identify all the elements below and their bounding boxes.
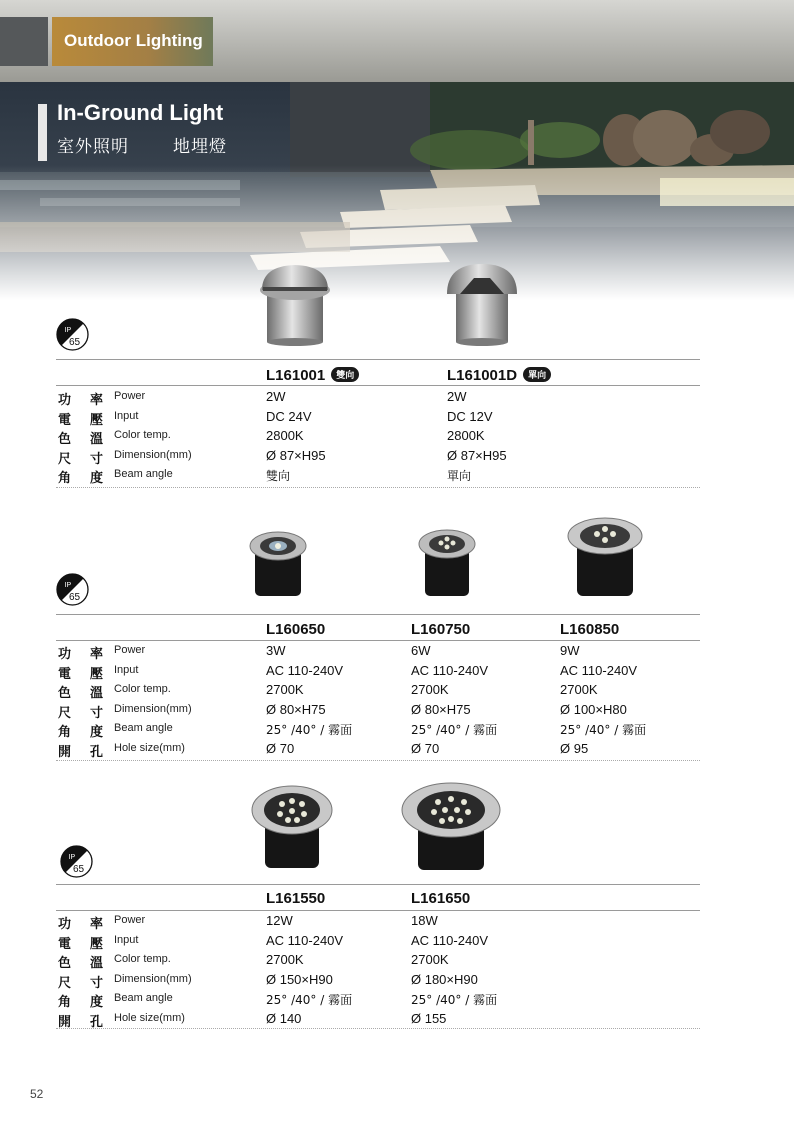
product-image-l160750 (417, 526, 477, 600)
spec-label-power-zh1: 功 (58, 393, 72, 408)
spec-label-hole-zh2: 孔 (90, 745, 104, 760)
ip-rating: 65 (69, 337, 81, 348)
spec-label-power-zh2: 率 (90, 393, 104, 408)
spec-label-color-zh2: 溫 (90, 432, 104, 447)
spec-value-power: 2W (266, 389, 286, 404)
spec-label-color-zh1: 色 (58, 956, 72, 971)
model-l160850: L160850 (560, 621, 620, 638)
spec-label-input-en: Input (114, 934, 139, 946)
spec-value-beam: 單向 (447, 469, 472, 483)
spec-value-color: 2700K (266, 952, 304, 967)
direction-badge: 單向 (523, 367, 551, 382)
spec-value-beam: 25° /40° / 霧面 (411, 723, 498, 737)
spec-value-power: 12W (266, 913, 293, 928)
spec-label-dim-en: Dimension(mm) (114, 703, 192, 715)
model-l161650: L161650 (411, 890, 471, 907)
model-name: L161001 (266, 367, 326, 384)
spec-value-power: 9W (560, 643, 580, 658)
spec-label-input-zh2: 壓 (90, 667, 104, 682)
section-1-top-rule (56, 359, 700, 360)
page-subtitle-zh-2: 地埋燈 (173, 137, 227, 157)
spec-label-beam-zh1: 角 (58, 471, 72, 486)
spec-label-power-zh2: 率 (90, 647, 104, 662)
spec-value-input: DC 12V (447, 409, 493, 424)
section-2-header-rule (56, 640, 700, 641)
spec-value-dim: Ø 150×H90 (266, 972, 333, 987)
spec-label-dim-zh2: 寸 (90, 976, 104, 991)
ip-label: IP (64, 582, 72, 589)
category-tab: Outdoor Lighting (52, 17, 213, 66)
spec-label-hole-en: Hole size(mm) (114, 742, 185, 754)
spec-value-dim: Ø 80×H75 (411, 702, 471, 717)
spec-value-color: 2800K (447, 428, 485, 443)
spec-label-dim-zh2: 寸 (90, 452, 104, 467)
product-image-l161650 (400, 782, 502, 872)
spec-value-power: 2W (447, 389, 467, 404)
spec-label-dim-zh2: 寸 (90, 706, 104, 721)
spec-label-power-en: Power (114, 644, 146, 656)
spec-value-input: AC 110-240V (266, 933, 344, 948)
spec-label-power-en: Power (114, 390, 146, 402)
page-title: In-Ground Light (57, 100, 224, 125)
spec-label-beam-en: Beam angle (114, 722, 173, 734)
direction-badge: 雙向 (331, 367, 359, 382)
spec-label-color-zh2: 溫 (90, 686, 104, 701)
spec-value-beam: 25° /40° / 霧面 (266, 993, 353, 1007)
spec-label-hole-en: Hole size(mm) (114, 1012, 185, 1024)
spec-label-beam-zh1: 角 (58, 995, 72, 1010)
ip-rating: 65 (73, 864, 85, 875)
spec-label-input-zh1: 電 (58, 667, 72, 682)
spec-value-hole: Ø 95 (560, 741, 589, 756)
spec-value-input: DC 24V (266, 409, 312, 424)
spec-label-color-en: Color temp. (114, 953, 171, 965)
spec-value-hole: Ø 70 (411, 741, 440, 756)
product-image-l161550 (250, 784, 334, 870)
spec-value-color: 2700K (411, 952, 449, 967)
spec-value-dim: Ø 180×H90 (411, 972, 478, 987)
spec-value-color: 2800K (266, 428, 304, 443)
product-image-l160850 (565, 514, 645, 598)
ip-label: IP (64, 327, 72, 334)
spec-label-dim-en: Dimension(mm) (114, 973, 192, 985)
spec-label-input-en: Input (114, 410, 139, 422)
spec-value-beam: 25° /40° / 霧面 (560, 723, 647, 737)
header-banner (0, 0, 794, 300)
product-image-l160650 (248, 528, 308, 600)
section-3-bottom-rule (56, 1028, 700, 1029)
spec-label-input-zh2: 壓 (90, 413, 104, 428)
spec-label-color-zh2: 溫 (90, 956, 104, 971)
spec-label-power-zh1: 功 (58, 917, 72, 932)
model-l160650: L160650 (266, 621, 326, 638)
spec-label-power-zh1: 功 (58, 647, 72, 662)
spec-value-color: 2700K (266, 682, 304, 697)
page-subtitle-zh-1: 室外照明 (57, 137, 129, 157)
section-1-bottom-rule (56, 487, 700, 488)
spec-value-beam: 25° /40° / 霧面 (411, 993, 498, 1007)
spec-label-hole-zh2: 孔 (90, 1015, 104, 1030)
spec-label-color-en: Color temp. (114, 429, 171, 441)
title-accent-bar (38, 104, 47, 161)
model-l161550: L161550 (266, 890, 326, 907)
spec-label-color-zh1: 色 (58, 432, 72, 447)
spec-label-beam-zh2: 度 (90, 471, 104, 486)
spec-value-power: 3W (266, 643, 286, 658)
spec-label-power-en: Power (114, 914, 146, 926)
spec-label-dim-en: Dimension(mm) (114, 449, 192, 461)
spec-label-input-zh1: 電 (58, 413, 72, 428)
spec-value-dim: Ø 80×H75 (266, 702, 326, 717)
spec-label-beam-en: Beam angle (114, 468, 173, 480)
model-l161001 (266, 367, 359, 384)
product-image-l161001 (258, 262, 332, 346)
ip-rating: 65 (69, 592, 81, 603)
spec-value-color: 2700K (560, 682, 598, 697)
spec-value-color: 2700K (411, 682, 449, 697)
spec-value-hole: Ø 140 (266, 1011, 302, 1026)
spec-value-beam: 25° /40° / 霧面 (266, 723, 353, 737)
spec-label-input-zh1: 電 (58, 937, 72, 952)
spec-label-color-zh1: 色 (58, 686, 72, 701)
spec-value-dim: Ø 87×H95 (266, 448, 326, 463)
spec-value-input: AC 110-240V (411, 663, 489, 678)
ip-label: IP (68, 854, 76, 861)
page-number: 52 (30, 1087, 44, 1101)
model-name: L161001D (447, 367, 518, 384)
section-3-header-rule (56, 910, 700, 911)
spec-value-power: 6W (411, 643, 431, 658)
spec-label-dim-zh1: 尺 (58, 452, 72, 467)
spec-label-hole-zh1: 開 (58, 745, 72, 760)
model-l160750: L160750 (411, 621, 471, 638)
spec-value-input: AC 110-240V (560, 663, 638, 678)
ip65-icon-1 (56, 318, 89, 351)
spec-label-hole-zh1: 開 (58, 1015, 72, 1030)
spec-value-hole: Ø 70 (266, 741, 295, 756)
ip65-icon-3 (60, 845, 93, 878)
spec-label-beam-zh2: 度 (90, 725, 104, 740)
spec-label-beam-zh1: 角 (58, 725, 72, 740)
spec-label-color-en: Color temp. (114, 683, 171, 695)
category-tab-dark (0, 17, 48, 66)
section-2-top-rule (56, 614, 700, 615)
section-1-header-rule (56, 385, 700, 386)
spec-label-beam-zh2: 度 (90, 995, 104, 1010)
spec-label-dim-zh1: 尺 (58, 976, 72, 991)
product-image-l161001d (444, 262, 518, 346)
section-2-bottom-rule (56, 760, 700, 761)
spec-label-beam-en: Beam angle (114, 992, 173, 1004)
spec-value-input: AC 110-240V (411, 933, 489, 948)
spec-label-input-en: Input (114, 664, 139, 676)
spec-value-power: 18W (411, 913, 438, 928)
spec-value-dim: Ø 100×H80 (560, 702, 627, 717)
section-3-top-rule (56, 884, 700, 885)
spec-label-dim-zh1: 尺 (58, 706, 72, 721)
spec-label-power-zh2: 率 (90, 917, 104, 932)
spec-value-input: AC 110-240V (266, 663, 344, 678)
ip65-icon-2 (56, 573, 89, 606)
spec-label-input-zh2: 壓 (90, 937, 104, 952)
spec-value-beam: 雙向 (266, 469, 291, 483)
spec-value-dim: Ø 87×H95 (447, 448, 507, 463)
spec-value-hole: Ø 155 (411, 1011, 447, 1026)
model-l161001d (447, 367, 551, 384)
